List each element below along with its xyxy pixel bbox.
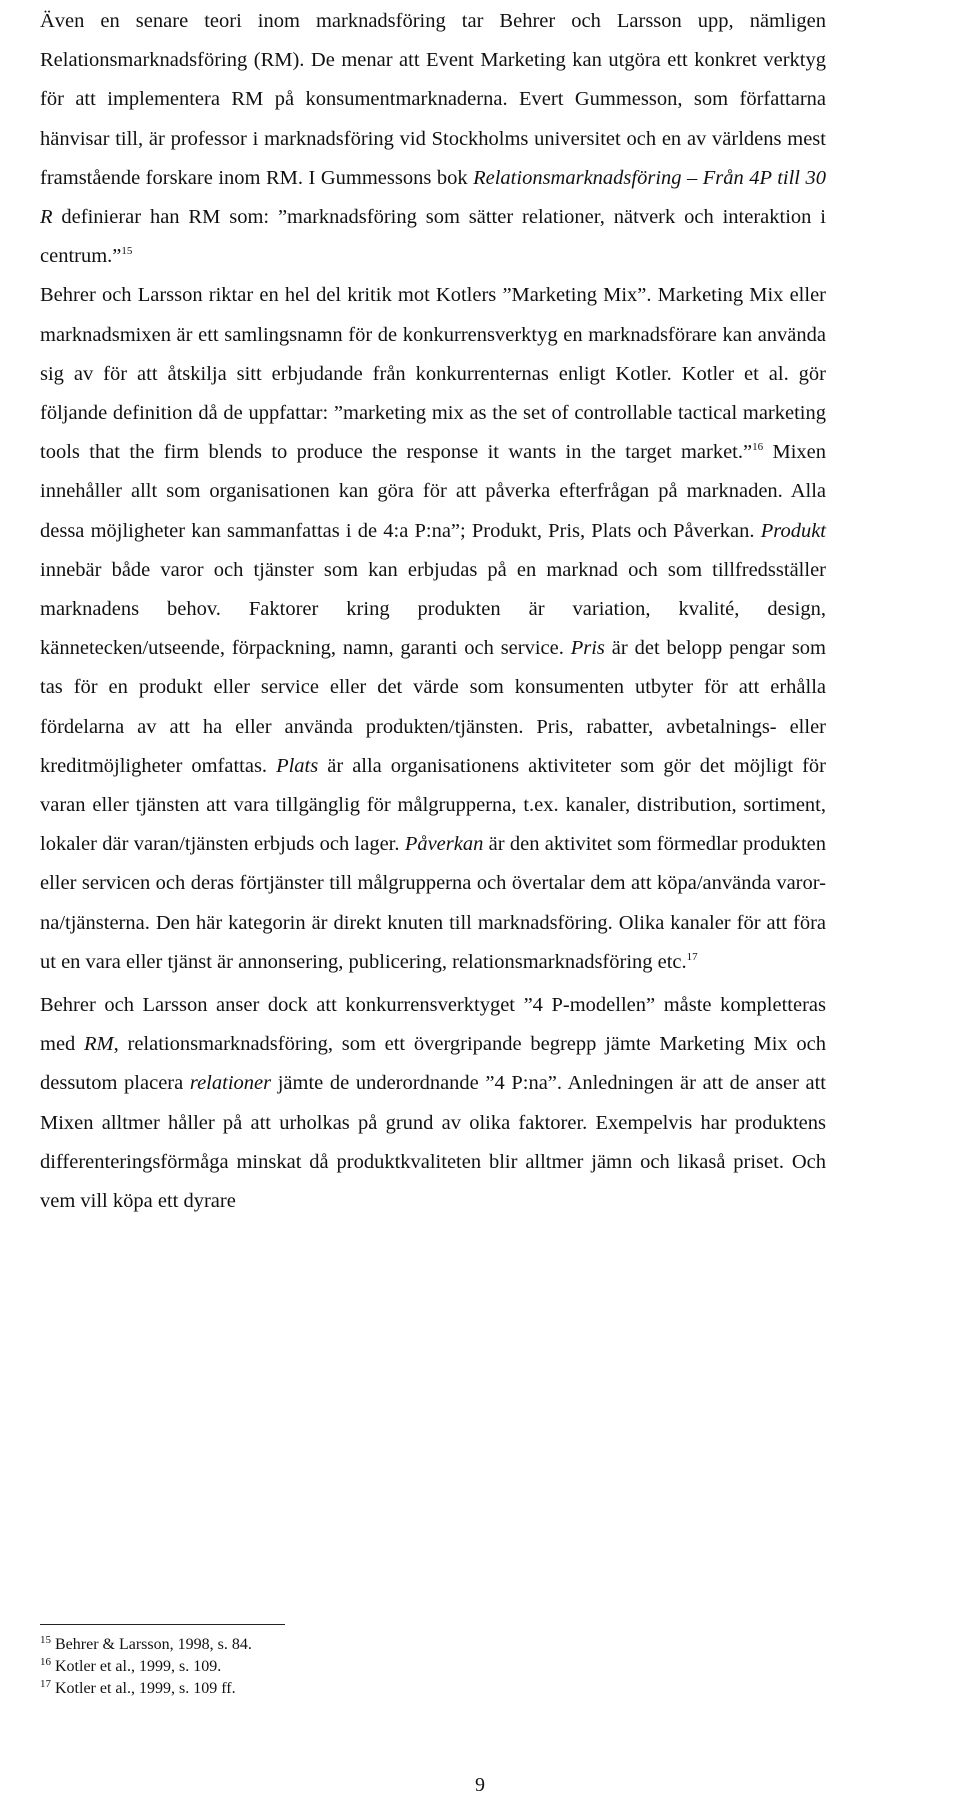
text-run: Behrer och Larsson anser dock att konkurrensverktyget ”4 P-modellen” måste kompletteras med (40, 994, 826, 1056)
text-run: Även en senare teori inom marknadsföring tar Behrer och Larsson upp, nämligen Relationsmarknadsföring (RM). De menar att Event Marketing kan utgöra ett konkret verktyg för att implementera RM på konsumentmarknaderna. Evert Gummesson, som författarna hänvisar till, är professor i marknadsföring vid Stockholms universitet och en av världens mest framstående forskare inom RM. I Gummessons bok (40, 10, 826, 189)
paragraph-relationship-marketing (40, 2, 826, 276)
paragraph-marketing-mix (40, 276, 826, 982)
footnote-16 (40, 1656, 640, 1678)
term-plats: Plats (276, 754, 319, 777)
footnote-15 (40, 1634, 640, 1656)
footnote-ref-17: 17 (686, 950, 698, 963)
footnote-number: 17 (40, 1678, 51, 1690)
text-run: , relationsmarknadsföring, som ett övergripande begrepp jämte Marketing Mix och dessutom placera (40, 1033, 826, 1095)
text-run: är det belopp pengar som tas för en produkt eller service eller det värde som konsumenten utbyter för att erhålla fördelarna av att ha eller använda produkten/tjänsten. Pris, rabatter, avbetalnings- eller kreditmöjligheter omfattas. (40, 637, 826, 777)
body-text (40, 2, 826, 1221)
footnote-ref-15: 15 (121, 245, 133, 258)
footnote-number: 16 (40, 1656, 51, 1668)
footnote-17 (40, 1678, 640, 1700)
text-run: definierar han RM som: ”marknadsföring som sätter relationer, nätverk och interaktion i centrum.” (40, 206, 826, 268)
term-paverkan: Påverkan (404, 833, 484, 856)
footnote-text: Kotler et al., 1999, s. 109. (51, 1658, 222, 1675)
footnote-separator (40, 1624, 285, 1625)
term-pris: Pris (570, 637, 605, 660)
book-title: Relationsmarknadsföring – Från 4P till 30 R (40, 166, 826, 229)
term-rm: RM (84, 1033, 114, 1056)
term-produkt: Produkt (760, 519, 826, 542)
paragraph-4p-critique (40, 986, 826, 1221)
text-run: är alla organisationens aktiviteter som gör det möjligt för varan eller tjänsten att vara tillgänglig för målgrupperna, t.ex. kanaler, distribution, sortiment, lokaler där varan/tjänsten erbjuds och lager. (40, 754, 826, 856)
footnote-number: 15 (40, 1634, 51, 1646)
text-run: jämte de underordnande ”4 P:na”. Anledningen är att de anser att Mixen alltmer håller på att urholkas på grund av olika faktorer. Exempelvis har produktens differenteringsförmåga minskat då produktkvaliteten blir alltmer jämn och likaså priset. Och vem vill köpa ett dyrare (40, 1072, 826, 1213)
term-relationer: relationer (189, 1072, 272, 1095)
footnotes (40, 1634, 640, 1700)
text-run: innebär både varor och tjänster som kan erbjudas på en marknad och som tillfredsställer marknadens behov. Faktorer kring produkten är variation, kvalité, design, kännetecken/utseende, förpackning, namn, garanti och service. (40, 558, 826, 660)
footnote-text: Behrer & Larsson, 1998, s. 84. (51, 1636, 252, 1653)
text-run: är den aktivitet som förmedlar produkten eller servicen och deras förtjänster till målgrupperna och övertalar dem att köpa/använda varor-na/tjänsterna. Den här kategorin är direkt knuten till marknadsföring. Olika kanaler för att föra ut en vara eller tjänst är annonsering, publicering, relationsmarknadsföring etc. (40, 833, 826, 973)
footnote-ref-16: 16 (752, 441, 764, 454)
text-run: Mixen innehåller allt som organisationen kan göra för att påverka efterfrågan på marknaden. Alla dessa möjligheter kan sammanfattas i de 4:a P:na”; Produkt, Pris, Plats och Påverkan. (40, 441, 826, 542)
text-run: Behrer och Larsson riktar en hel del kritik mot Kotlers ”Marketing Mix”. Marketing Mix eller marknadsmixen är ett samlingsnamn för de konkurrensverktyg en marknadsförare kan använda sig av för att åtskilja sitt erbjudande från konkurrenternas enligt Kotler. Kotler et al. gör följande definition då de uppfattar: ”marketing mix as the set of controllable tactical marketing tools that the firm blends to produce the response it wants in the target market.” (40, 284, 826, 464)
footnote-text: Kotler et al., 1999, s. 109 ff. (51, 1680, 236, 1697)
page-number: 9 (475, 1774, 485, 1796)
